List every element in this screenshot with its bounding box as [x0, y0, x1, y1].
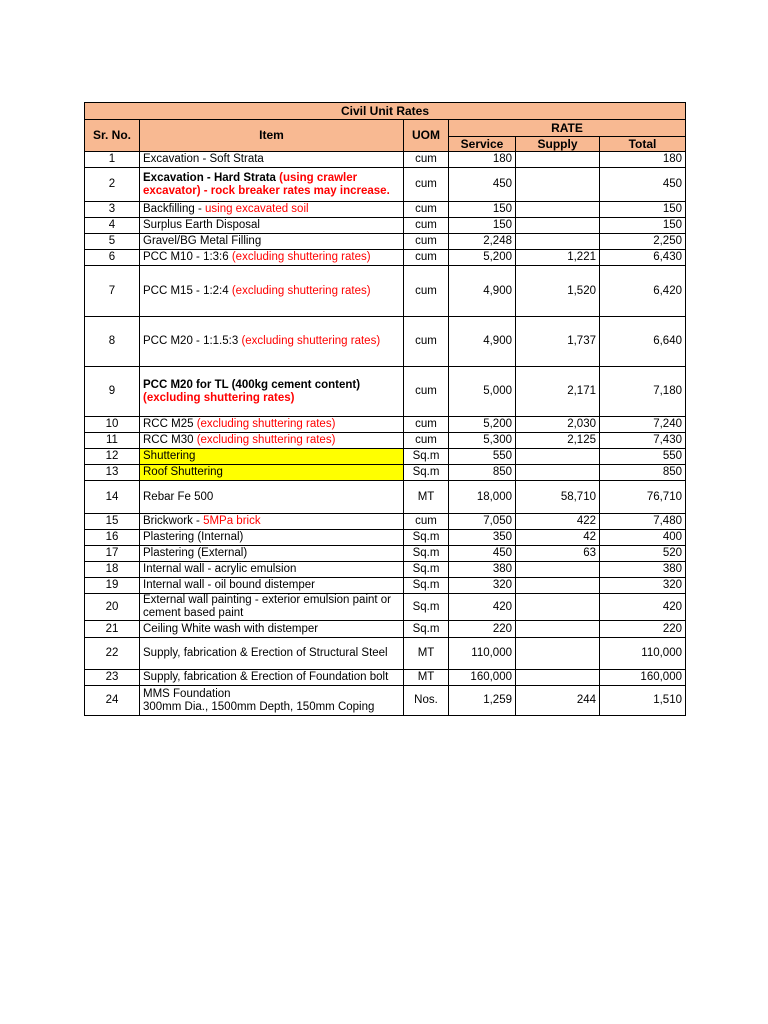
service-rate-cell: 850	[449, 465, 516, 481]
uom-cell: MT	[404, 670, 449, 686]
table-row	[85, 638, 686, 670]
table-row	[85, 514, 686, 530]
uom-cell: Sq.m	[404, 530, 449, 546]
item-name: Gravel/BG Metal Filling	[143, 235, 262, 247]
total-rate-cell: 7,240	[600, 417, 686, 433]
item-name: External wall painting - exterior emulsion paint or cement based paint	[143, 594, 392, 619]
item-note: (excluding shuttering rates)	[196, 434, 336, 446]
service-rate-cell: 5,200	[449, 417, 516, 433]
total-rate-cell: 76,710	[600, 481, 686, 514]
item-note: (excluding shuttering rates)	[196, 418, 336, 430]
service-rate-cell: 380	[449, 562, 516, 578]
uom-cell: cum	[404, 266, 449, 317]
supply-rate-cell	[516, 562, 600, 578]
sr-no-cell: 18	[85, 562, 140, 578]
table-row	[85, 481, 686, 514]
uom-cell: cum	[404, 234, 449, 250]
service-rate-cell: 420	[449, 594, 516, 621]
item-cell	[140, 670, 404, 686]
sr-no-cell: 23	[85, 670, 140, 686]
total-rate-cell: 380	[600, 562, 686, 578]
item-cell	[140, 686, 404, 716]
supply-rate-cell: 1,737	[516, 317, 600, 367]
supply-rate-cell: 42	[516, 530, 600, 546]
table-row	[85, 546, 686, 562]
item-cell	[140, 250, 404, 266]
item-cell	[140, 202, 404, 218]
service-rate-cell: 150	[449, 218, 516, 234]
sr-no-cell: 22	[85, 638, 140, 670]
sr-no-cell: 24	[85, 686, 140, 716]
table-row	[85, 530, 686, 546]
total-rate-cell: 6,430	[600, 250, 686, 266]
item-subtext: 300mm Dia., 1500mm Depth, 150mm Coping	[143, 700, 375, 713]
item-name: RCC M30	[143, 434, 197, 446]
sr-no-cell: 11	[85, 433, 140, 449]
table-row	[85, 367, 686, 417]
sr-no-cell: 17	[85, 546, 140, 562]
table-row	[85, 202, 686, 218]
item-cell	[140, 367, 404, 417]
item-cell	[140, 433, 404, 449]
supply-rate-cell: 1,520	[516, 266, 600, 317]
table-row	[85, 152, 686, 168]
item-name: Rebar Fe 500	[143, 490, 214, 503]
table-row	[85, 168, 686, 202]
service-rate-cell: 180	[449, 152, 516, 168]
item-cell	[140, 514, 404, 530]
item-cell	[140, 562, 404, 578]
uom-cell: Nos.	[404, 686, 449, 716]
uom-cell: Sq.m	[404, 621, 449, 638]
item-name: Shuttering	[143, 450, 196, 462]
item-name: Brickwork -	[143, 515, 204, 527]
item-note: 5MPa brick	[203, 515, 261, 527]
header-rate: RATE	[449, 120, 686, 137]
item-name: Plastering (External)	[143, 547, 248, 559]
supply-rate-cell	[516, 449, 600, 465]
table-row	[85, 449, 686, 465]
item-cell	[140, 218, 404, 234]
header-item: Item	[140, 120, 404, 152]
uom-cell: Sq.m	[404, 578, 449, 594]
item-note: (excluding shuttering rates)	[143, 391, 295, 404]
uom-cell: cum	[404, 433, 449, 449]
supply-rate-cell	[516, 594, 600, 621]
total-rate-cell: 220	[600, 621, 686, 638]
item-cell	[140, 594, 404, 621]
item-note: (using crawler excavator) - rock breaker rates may increase.	[143, 171, 390, 197]
item-name: PCC M20 - 1:1.5:3	[143, 335, 242, 347]
item-note: (excluding shuttering rates)	[241, 335, 381, 347]
total-rate-cell: 320	[600, 578, 686, 594]
supply-rate-cell: 422	[516, 514, 600, 530]
table-row	[85, 417, 686, 433]
uom-cell: cum	[404, 168, 449, 202]
total-rate-cell: 550	[600, 449, 686, 465]
item-name: Plastering (Internal)	[143, 531, 244, 543]
supply-rate-cell	[516, 465, 600, 481]
item-note: using excavated soil	[205, 203, 309, 215]
civil-unit-rates-table	[84, 102, 686, 716]
item-note: (excluding shuttering rates)	[231, 284, 371, 297]
table-row	[85, 250, 686, 266]
table-row	[85, 317, 686, 367]
total-rate-cell: 180	[600, 152, 686, 168]
uom-cell: cum	[404, 250, 449, 266]
service-rate-cell: 18,000	[449, 481, 516, 514]
item-cell	[140, 234, 404, 250]
table-row	[85, 594, 686, 621]
service-rate-cell: 450	[449, 168, 516, 202]
service-rate-cell: 350	[449, 530, 516, 546]
table-row	[85, 562, 686, 578]
total-rate-cell: 150	[600, 202, 686, 218]
item-name: RCC M25	[143, 418, 197, 430]
service-rate-cell: 4,900	[449, 266, 516, 317]
total-rate-cell: 450	[600, 168, 686, 202]
item-cell	[140, 546, 404, 562]
header-service: Service	[449, 137, 516, 152]
item-cell	[140, 449, 404, 465]
supply-rate-cell: 2,171	[516, 367, 600, 417]
item-name: PCC M10 - 1:3:6	[143, 251, 232, 263]
item-cell	[140, 168, 404, 202]
item-name: Internal wall - oil bound distemper	[143, 579, 315, 591]
supply-rate-cell: 244	[516, 686, 600, 716]
total-rate-cell: 850	[600, 465, 686, 481]
service-rate-cell: 450	[449, 546, 516, 562]
table-row	[85, 465, 686, 481]
supply-rate-cell: 58,710	[516, 481, 600, 514]
item-name: PCC M20 for TL (400kg cement content)	[143, 378, 361, 391]
uom-cell: Sq.m	[404, 562, 449, 578]
sr-no-cell: 12	[85, 449, 140, 465]
uom-cell: cum	[404, 218, 449, 234]
service-rate-cell: 5,300	[449, 433, 516, 449]
sr-no-cell: 20	[85, 594, 140, 621]
sr-no-cell: 14	[85, 481, 140, 514]
supply-rate-cell	[516, 670, 600, 686]
sr-no-cell: 4	[85, 218, 140, 234]
table-row	[85, 218, 686, 234]
table-row	[85, 266, 686, 317]
item-cell	[140, 152, 404, 168]
service-rate-cell: 5,200	[449, 250, 516, 266]
table-row	[85, 234, 686, 250]
item-cell	[140, 638, 404, 670]
supply-rate-cell	[516, 168, 600, 202]
total-rate-cell: 7,480	[600, 514, 686, 530]
sr-no-cell: 13	[85, 465, 140, 481]
supply-rate-cell	[516, 152, 600, 168]
service-rate-cell: 150	[449, 202, 516, 218]
item-cell	[140, 621, 404, 638]
item-name: Roof Shuttering	[143, 466, 223, 478]
sr-no-cell: 1	[85, 152, 140, 168]
header-uom: UOM	[404, 120, 449, 152]
service-rate-cell: 7,050	[449, 514, 516, 530]
item-name: PCC M15 - 1:2:4	[143, 284, 232, 297]
item-name: Excavation - Soft Strata	[143, 153, 264, 165]
header-sr-no: Sr. No.	[85, 120, 140, 152]
supply-rate-cell	[516, 638, 600, 670]
service-rate-cell: 2,248	[449, 234, 516, 250]
uom-cell: cum	[404, 202, 449, 218]
service-rate-cell: 1,259	[449, 686, 516, 716]
sr-no-cell: 7	[85, 266, 140, 317]
uom-cell: Sq.m	[404, 546, 449, 562]
uom-cell: cum	[404, 317, 449, 367]
item-cell	[140, 317, 404, 367]
total-rate-cell: 110,000	[600, 638, 686, 670]
total-rate-cell: 6,640	[600, 317, 686, 367]
supply-rate-cell	[516, 578, 600, 594]
table-row	[85, 621, 686, 638]
total-rate-cell: 520	[600, 546, 686, 562]
supply-rate-cell	[516, 621, 600, 638]
item-name: Supply, fabrication & Erection of Foundation bolt	[143, 671, 389, 683]
table-row	[85, 686, 686, 716]
header-total: Total	[600, 137, 686, 152]
item-cell	[140, 530, 404, 546]
uom-cell: MT	[404, 481, 449, 514]
sr-no-cell: 3	[85, 202, 140, 218]
sr-no-cell: 10	[85, 417, 140, 433]
item-name: Ceiling White wash with distemper	[143, 622, 319, 635]
supply-rate-cell	[516, 234, 600, 250]
uom-cell: cum	[404, 152, 449, 168]
item-cell	[140, 465, 404, 481]
supply-rate-cell: 2,125	[516, 433, 600, 449]
header-supply: Supply	[516, 137, 600, 152]
uom-cell: Sq.m	[404, 465, 449, 481]
supply-rate-cell	[516, 218, 600, 234]
item-cell	[140, 578, 404, 594]
item-name: Internal wall - acrylic emulsion	[143, 563, 297, 575]
item-name: Excavation - Hard Strata	[143, 171, 280, 184]
total-rate-cell: 2,250	[600, 234, 686, 250]
sr-no-cell: 21	[85, 621, 140, 638]
item-note: (excluding shuttering rates)	[231, 251, 371, 263]
supply-rate-cell: 63	[516, 546, 600, 562]
table-row	[85, 578, 686, 594]
uom-cell: MT	[404, 638, 449, 670]
sr-no-cell: 9	[85, 367, 140, 417]
service-rate-cell: 160,000	[449, 670, 516, 686]
total-rate-cell: 400	[600, 530, 686, 546]
total-rate-cell: 420	[600, 594, 686, 621]
item-cell	[140, 481, 404, 514]
sr-no-cell: 19	[85, 578, 140, 594]
uom-cell: cum	[404, 514, 449, 530]
total-rate-cell: 7,180	[600, 367, 686, 417]
total-rate-cell: 7,430	[600, 433, 686, 449]
supply-rate-cell: 1,221	[516, 250, 600, 266]
uom-cell: cum	[404, 417, 449, 433]
table-body	[85, 152, 686, 716]
item-name: Supply, fabrication & Erection of Structural Steel	[143, 647, 388, 659]
table-title: Civil Unit Rates	[85, 103, 686, 120]
sr-no-cell: 2	[85, 168, 140, 202]
uom-cell: cum	[404, 367, 449, 417]
total-rate-cell: 150	[600, 218, 686, 234]
total-rate-cell: 6,420	[600, 266, 686, 317]
service-rate-cell: 550	[449, 449, 516, 465]
sr-no-cell: 5	[85, 234, 140, 250]
service-rate-cell: 5,000	[449, 367, 516, 417]
uom-cell: Sq.m	[404, 449, 449, 465]
item-cell	[140, 417, 404, 433]
item-name: Backfilling -	[143, 203, 205, 215]
table-row	[85, 433, 686, 449]
sr-no-cell: 8	[85, 317, 140, 367]
supply-rate-cell: 2,030	[516, 417, 600, 433]
service-rate-cell: 220	[449, 621, 516, 638]
table-row	[85, 670, 686, 686]
sr-no-cell: 16	[85, 530, 140, 546]
sr-no-cell: 6	[85, 250, 140, 266]
total-rate-cell: 160,000	[600, 670, 686, 686]
supply-rate-cell	[516, 202, 600, 218]
total-rate-cell: 1,510	[600, 686, 686, 716]
item-name: Surplus Earth Disposal	[143, 219, 260, 231]
item-cell	[140, 266, 404, 317]
sr-no-cell: 15	[85, 514, 140, 530]
service-rate-cell: 110,000	[449, 638, 516, 670]
service-rate-cell: 320	[449, 578, 516, 594]
item-name: MMS Foundation	[143, 687, 231, 700]
uom-cell: Sq.m	[404, 594, 449, 621]
service-rate-cell: 4,900	[449, 317, 516, 367]
